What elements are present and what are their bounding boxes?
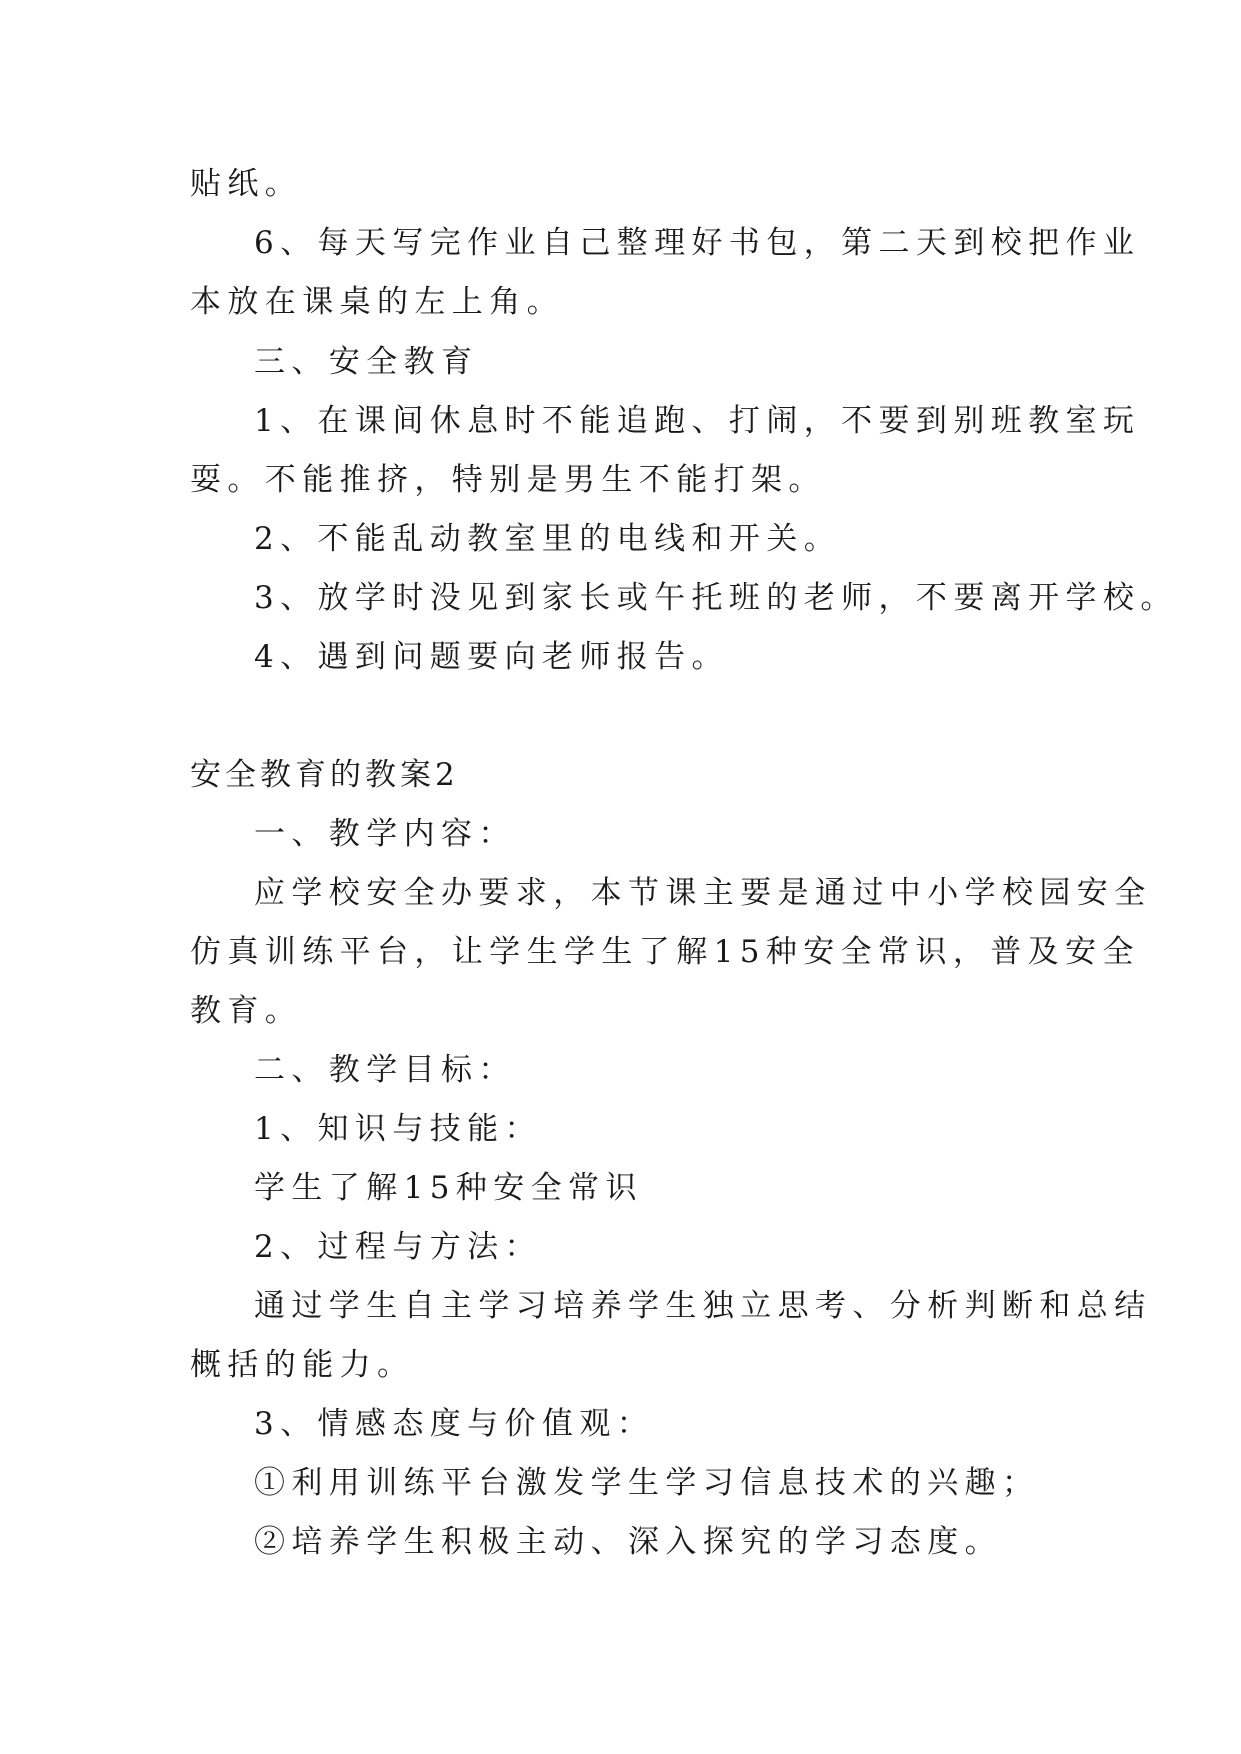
section-heading: 二、教学目标： xyxy=(254,1052,516,1088)
list-item: ①利用训练平台激发学生学习信息技术的兴趣； xyxy=(254,1465,1040,1501)
paragraph-line: 仿真训练平台，让学生学生了解15种安全常识，普及安全 xyxy=(190,934,1140,970)
subheading: 1、知识与技能： xyxy=(254,1111,542,1147)
paragraph-line: 教育。 xyxy=(190,993,303,1029)
list-item: ②培养学生积极主动、深入探究的学习态度。 xyxy=(254,1524,1002,1560)
paragraph-line: 贴纸。 xyxy=(190,166,303,202)
paragraph-line: 学生了解15种安全常识 xyxy=(254,1170,643,1206)
paragraph-line: 本放在课桌的左上角。 xyxy=(190,284,564,320)
paragraph-line: 应学校安全办要求，本节课主要是通过中小学校园安全 xyxy=(254,875,1152,911)
paragraph-line: 6、每天写完作业自己整理好书包，第二天到校把作业 xyxy=(254,225,1141,261)
subheading: 3、情感态度与价值观： xyxy=(254,1406,655,1442)
section-heading: 一、教学内容： xyxy=(254,816,516,852)
paragraph-line: 3、放学时没见到家长或午托班的老师，不要离开学校。 xyxy=(254,580,1178,616)
paragraph-line: 1、在课间休息时不能追跑、打闹，不要到别班教室玩 xyxy=(254,403,1141,439)
paragraph-line: 耍。不能推挤，特别是男生不能打架。 xyxy=(190,462,826,498)
paragraph-line: 2、不能乱动教室里的电线和开关。 xyxy=(254,521,842,557)
paragraph-line: 4、遇到问题要向老师报告。 xyxy=(254,639,729,675)
paragraph-line: 通过学生自主学习培养学生独立思考、分析判断和总结 xyxy=(254,1288,1152,1324)
section-heading: 三、安全教育 xyxy=(254,344,479,380)
paragraph-line: 概括的能力。 xyxy=(190,1347,415,1383)
document-title: 安全教育的教案2 xyxy=(190,757,459,793)
subheading: 2、过程与方法： xyxy=(254,1229,542,1265)
